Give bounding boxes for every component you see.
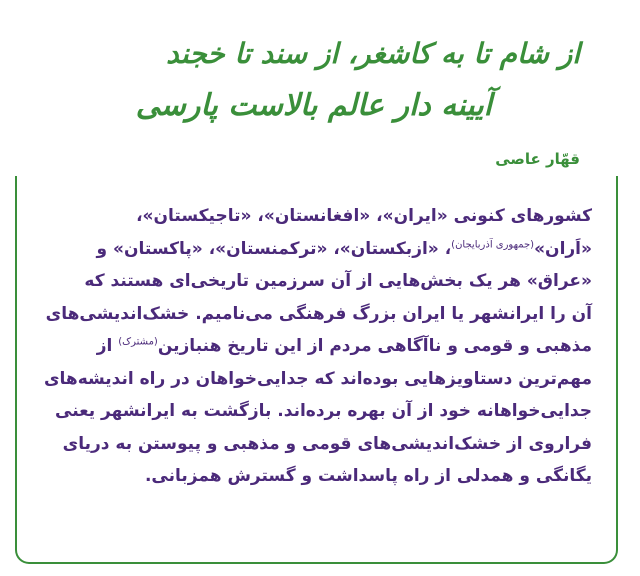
paragraph-line-5	[32, 330, 592, 363]
author-name: قهّار عاصی	[495, 150, 580, 168]
paragraph-line-5-start: مذهبی و قومی و ناآگاهی مردم از این تاریخ هنبازین	[157, 336, 592, 356]
paragraph-line-9: یگانگی و همدلی از راه پاسداشت و گسترش همزبانی.	[144, 466, 592, 486]
paragraph-line-2	[32, 233, 592, 266]
paragraph-line-2-end: ، «ازبکستان»، «ترکمنستان»، «پاکستان» و	[96, 238, 452, 259]
paragraph-line-8: فراروی از خشک‌اندیشی‌های قومی و مذهبی و پیوستن به دریای	[62, 433, 592, 454]
body-paragraph	[32, 200, 592, 493]
paragraph-line-7: جدایی‌خواهانه خود از آن بهره برده‌اند. بازگشت به ایرانشهر یعنی	[55, 401, 592, 421]
paragraph-line-6: مهم‌ترین دستاویزهایی بوده‌اند که جدایی‌خواهان در راه اندیشه‌های	[43, 368, 592, 389]
paragraph-line-4: آن را ایرانشهر یا ایران بزرگ فرهنگی می‌نامیم. خشک‌اندیشی‌های	[45, 303, 592, 324]
paragraph-line-1: کشورهای کنونی «ایران»، «افغانستان»، «تاجیکستان»،	[136, 206, 592, 226]
superscript-note-shared: (مشترک)	[118, 336, 158, 348]
heading-block	[60, 34, 580, 128]
paragraph-line-3: «عراق» هر یک بخش‌هایی از آن سرزمین تاریخی‌ای هستند که	[84, 271, 592, 291]
heading-line-1: از شام تا به کاشغر، از سند تا خجند	[166, 37, 580, 70]
heading-line-2: آیینه دار عالم بالاست پارسی	[135, 88, 492, 123]
superscript-note-azerbaijan: (جمهوری آذربایجان)	[451, 238, 535, 250]
paragraph-line-5-end: از	[96, 336, 119, 356]
paragraph-line-2-start: «اَران»	[534, 238, 592, 259]
